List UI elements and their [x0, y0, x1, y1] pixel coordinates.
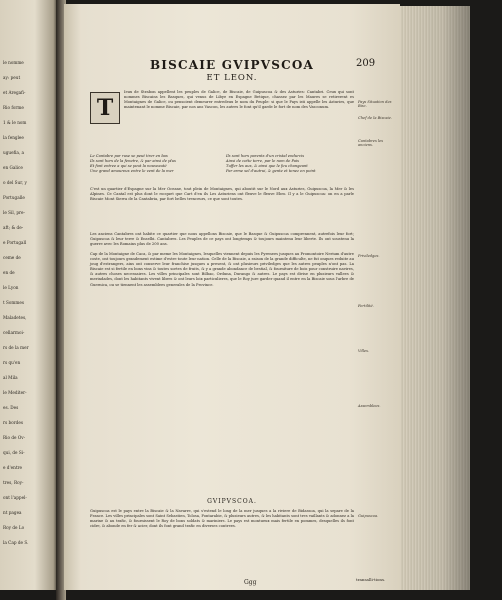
section-heading: GVIPVSCOA. — [207, 498, 257, 505]
verse-row — [90, 169, 354, 174]
verse-block — [90, 154, 354, 174]
left-page-line: es. Des — [3, 405, 19, 410]
page-subtitle: ET LEON. — [206, 73, 258, 83]
left-page-line: Rio de Ov- — [3, 435, 26, 440]
left-page-line: ceme de — [3, 255, 21, 260]
left-page-line: Roy de Lo — [3, 525, 25, 530]
left-page-line: rs de la mer — [3, 345, 29, 350]
verse-line: Par arme sel d'autrui, & gente et tenez en point — [226, 169, 316, 174]
margin-note: Guipuscoa. — [358, 514, 379, 518]
margin-note: Chef de la Biscaie. — [358, 116, 392, 120]
margin-note: Assemblees. — [358, 404, 381, 408]
margin-note: Fertilité. — [358, 304, 374, 308]
verse-line: Ainsi de cette terre, par le nom de Pais — [226, 159, 300, 164]
paragraph-3: Les anciens Cantabres ont habite ce quartier que nous appellons Biscaie, que le Basque & Guipuscoa comprennent, autrefois leur fort; Guipuscoa & leur terre & Enselbi. Cantabres. Les Peuples de ce pays ont longtemps & toujours maintenu leur liberte. Ils ont soustenu la guerre avec les Romains plus de 200 ans. — [90, 232, 354, 247]
left-page-line: e Portugall — [3, 240, 27, 245]
verse-line: Ils sont hors de la fenetre, & par ainsi de plus — [90, 159, 176, 164]
left-page-line: la fenglee — [3, 135, 24, 140]
left-page-line: o del Sur, y — [3, 180, 27, 185]
paragraph-2: C'est un quartier d'Espagne sur la Mer Oceane, tout plein de Montaignes, qui aboutit sur le Nord aux Asturies, Guipuscoa, la Mer & les Alpines. Ce Cantal est plus dont le rocquet que Cart d'en ils Les Asturiens ont fleuve le fleuve Ebro. Il y a le Guipuscoa: on en a parle Biscaie Mont Sierra de la Cantabria, par fort belles trenceurs, ce que sont toutes. — [90, 187, 354, 202]
page-edges — [400, 6, 470, 590]
left-page-line: le Sil, pre- — [3, 210, 25, 215]
left-page-line: 1 & le nom — [3, 120, 27, 125]
left-page-line: le Lyon — [3, 285, 19, 290]
left-page-line: cellarmoi- — [3, 330, 25, 335]
left-page-line: al Mila — [3, 375, 18, 380]
left-page-line: ont l'appel- — [3, 495, 27, 500]
paragraph-5: Guipuscoa est le pays entre la Biscaie & la Navarre, qui s'estend le long de la mer jusques a la riviere de Bidassoa, qui la separe de la France. Les villes principales sont Saint Sebastien, Tolosa, Fontarabie, & plusieurs autres, & les habitants sont tres vaillants & adonnez a la marine & au trafic, & fournissent le Roy de bons soldats & mariniers. Le pays est montueux mais fertile en pommes, desquelles ils font cidre, & abonde en fer & acier, dont ils font grand trafic en diverses contrees. — [90, 509, 354, 529]
left-page-line: t Sommes — [3, 300, 24, 305]
left-page-line: rs bordes — [3, 420, 23, 425]
margin-note: Villes. — [358, 349, 370, 353]
left-page-line: ay: peut — [3, 75, 21, 80]
catchword: transalli-tions. — [356, 577, 386, 582]
margin-note: Priviledges. — [358, 254, 380, 258]
left-page-line: en Galice — [3, 165, 23, 170]
paragraph-4: Cap de la Montaigne de Caca, & par meme les Montaignes, lesquelles viennent depuis les Pyrenees jusques au Promontoire Nerium d'autre coste, ont toujours grandement estime d'estre toute leur nation. Celle de la Biscaie, a raison de la grande difficulte, ne fut onques reduite au joug d'estrangers, ains ont conserve leur franchise jusques a present, & ont plusieurs priviledges que les autres peuples n'ont pas. La Biscaie est si fertile en bons vins & toutes sortes de fruits, & y a grande abondance de bestial, & fourniture de bois pour construire navires, & autres choses necessaires. Les villes principales sont Bilbao, Orduna, Durango & autres. Le pays est divise en plusieurs vallees & merindades, dont les habitants vivent libres & ont leurs loix particulieres, que le Roy jure garder quand il entre en la Biscaie sous l'arbre de Guernica, ou se tiennent les assemblees generales de la Province. — [90, 252, 354, 287]
page-number: 209 — [356, 58, 376, 69]
margin-note: Cantabres les anciens. — [358, 139, 384, 148]
verse-line: Et font entree a qui se peut la nouveauté — [90, 164, 167, 169]
verse-line: Le Cantabre par ruse se peut tirer en bas — [90, 154, 168, 158]
left-page-line: uguefia, a — [3, 150, 25, 155]
page-title: BISCAIE GVIPVSCOA — [149, 58, 315, 72]
left-page-line: Rio forme — [3, 105, 24, 110]
left-page-line: Portugalle — [3, 195, 25, 200]
left-page — [0, 0, 58, 590]
left-page-line: le Mediter- — [3, 390, 27, 395]
left-page-line: le nomme — [3, 60, 24, 65]
left-page-line: et Aregafi- — [3, 90, 26, 95]
left-page-line: qui, de Si- — [3, 450, 25, 455]
verse-line: Tuffer les aux, & ainsi que le feu changeant — [226, 164, 308, 169]
printer-signature: Ggg — [244, 579, 257, 586]
left-page-line: Maladetes, — [3, 315, 27, 320]
left-page-line: e d'entre — [3, 465, 22, 470]
left-page-line: en de — [3, 270, 15, 275]
left-page-line: aft; & de- — [3, 225, 24, 230]
left-page-line: tres, Roy- — [3, 480, 24, 485]
margin-note: Pays Situation des Bisc. — [358, 100, 392, 109]
right-page — [64, 4, 400, 590]
intro-paragraph: Ieux de Strabon appellent les peuples de Galice, de Biscaie, de Guipuscoa & des Asturies: Cantabri. Ceux qui sont nommes Biscains les Basques, qui venus de Libye en Espagne Betique, chassez par les Maures se retirerent es Montaignes de Galice, ou pensoient demeurer entredeux le nom du Peuple: si que le Pays isti appelle les Asturies, que maintenant le nomme Biscaie, par nos ans Vascon, les autres le font qu'il garde le fort de nom des Vasconum. — [124, 90, 354, 110]
left-page-line: rs qu'en — [3, 360, 21, 365]
verse-line: Une grand amoureux entre le vent de la mer — [90, 169, 174, 174]
drop-cap: T — [90, 92, 120, 124]
verse-line: Ils sont hors parents d'un cristal endurcis — [226, 154, 305, 158]
left-page-line: nt pagea — [3, 510, 22, 515]
left-page-line: la Cap de S. — [3, 540, 29, 545]
